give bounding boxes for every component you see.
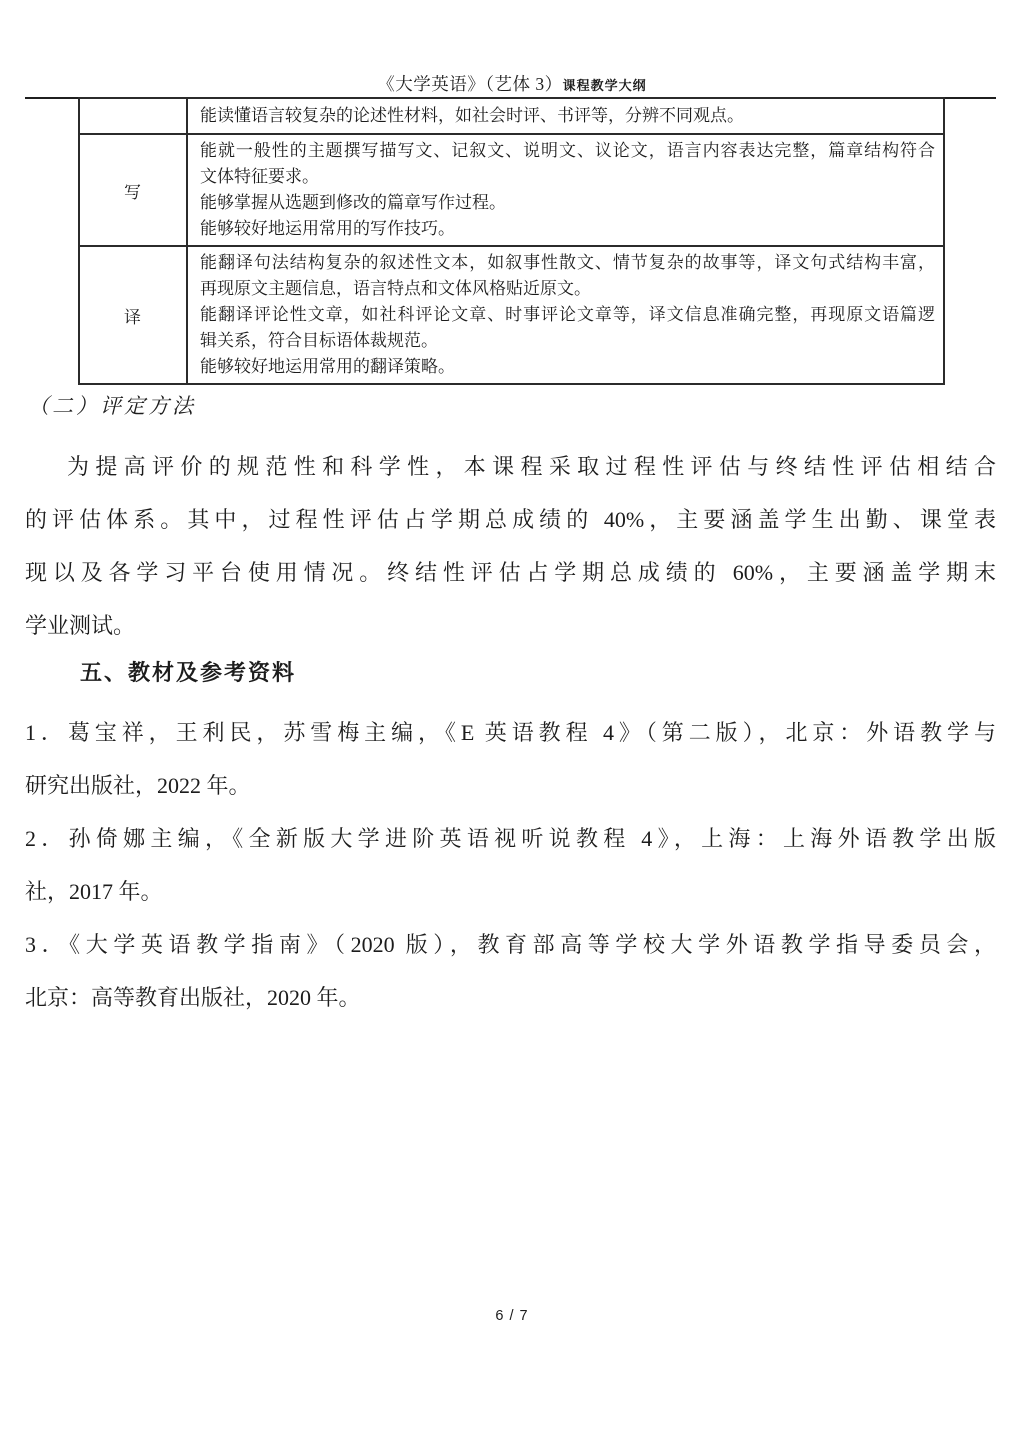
evaluation-method-paragraph: [25, 440, 996, 652]
table-line: 再现原文主题信息，语言特点和文体风格贴近原文。: [200, 279, 591, 298]
table-line: 能够较好地运用常用的翻译策略。: [200, 357, 455, 376]
table-row-read: [79, 98, 944, 134]
reference-line: 3．《大学英语教学指南》（2020 版），教育部高等学校大学外语教学指导委员会，: [25, 932, 996, 957]
table-row-write: [79, 134, 944, 246]
row-content-read: [187, 98, 944, 134]
reference-line: 北京：高等教育出版社，2020 年。: [25, 985, 361, 1010]
row-label-translate: 译: [79, 246, 187, 384]
reference-item: [25, 918, 996, 1024]
table-line: 能够较好地运用常用的写作技巧。: [200, 219, 455, 238]
page-header: [0, 71, 1024, 96]
row-content-write: [187, 134, 944, 246]
row-label-read: [79, 98, 187, 134]
reference-list: [25, 706, 996, 1024]
header-subtitle: 课程教学大纲: [562, 78, 647, 93]
table-line: 能够掌握从选题到修改的篇章写作过程。: [200, 193, 506, 212]
table-line: 能翻译句法结构复杂的叙述性文本，如叙事性散文、情节复杂的故事等，译文句式结构丰富，: [200, 253, 935, 272]
reference-line: 1．葛宝祥，王利民，苏雪梅主编，《E 英语教程 4》（第二版），北京：外语教学与: [25, 720, 996, 745]
paragraph-line: 现以及各学习平台使用情况。终结性评估占学期总成绩的 60%，主要涵盖学期末: [25, 560, 996, 585]
paragraph-line: 学业测试。: [25, 613, 136, 638]
section-heading-evaluation-method: （二）评定方法: [28, 394, 196, 418]
table-row-translate: [79, 246, 944, 384]
reference-item: [25, 812, 996, 918]
skills-table: [78, 97, 945, 385]
reference-line: 研究出版社，2022 年。: [25, 773, 251, 798]
table-line: 辑关系，符合目标语体裁规范。: [200, 331, 438, 350]
table-line: 能翻译评论性文章，如社科评论文章、时事评论文章等，译文信息准确完整，再现原文语篇逻: [200, 305, 935, 324]
reference-item: [25, 706, 996, 812]
row-label-write: 写: [79, 134, 187, 246]
page-number: 6 / 7: [495, 1308, 529, 1324]
header-title: 《大学英语》（艺体 3）: [377, 74, 563, 94]
reference-line: 2．孙倚娜主编，《全新版大学进阶英语视听说教程 4》，上海：上海外语教学出版: [25, 826, 996, 851]
table-line: 能读懂语言较复杂的论述性材料，如社会时评、书评等，分辨不同观点。: [200, 106, 744, 125]
table-line: 能就一般性的主题撰写描写文、记叙文、说明文、议论文，语言内容表达完整，篇章结构符合: [200, 141, 935, 160]
paragraph-line: 为提高评价的规范性和科学性，本课程采取过程性评估与终结性评估相结合: [67, 454, 996, 479]
row-content-translate: [187, 246, 944, 384]
table-line: 文体特征要求。: [200, 167, 319, 186]
reference-line: 社，2017 年。: [25, 879, 163, 904]
section-heading-materials: 五、教材及参考资料: [80, 660, 297, 685]
paragraph-line: 的评估体系。其中，过程性评估占学期总成绩的 40%，主要涵盖学生出勤、课堂表: [25, 507, 996, 532]
